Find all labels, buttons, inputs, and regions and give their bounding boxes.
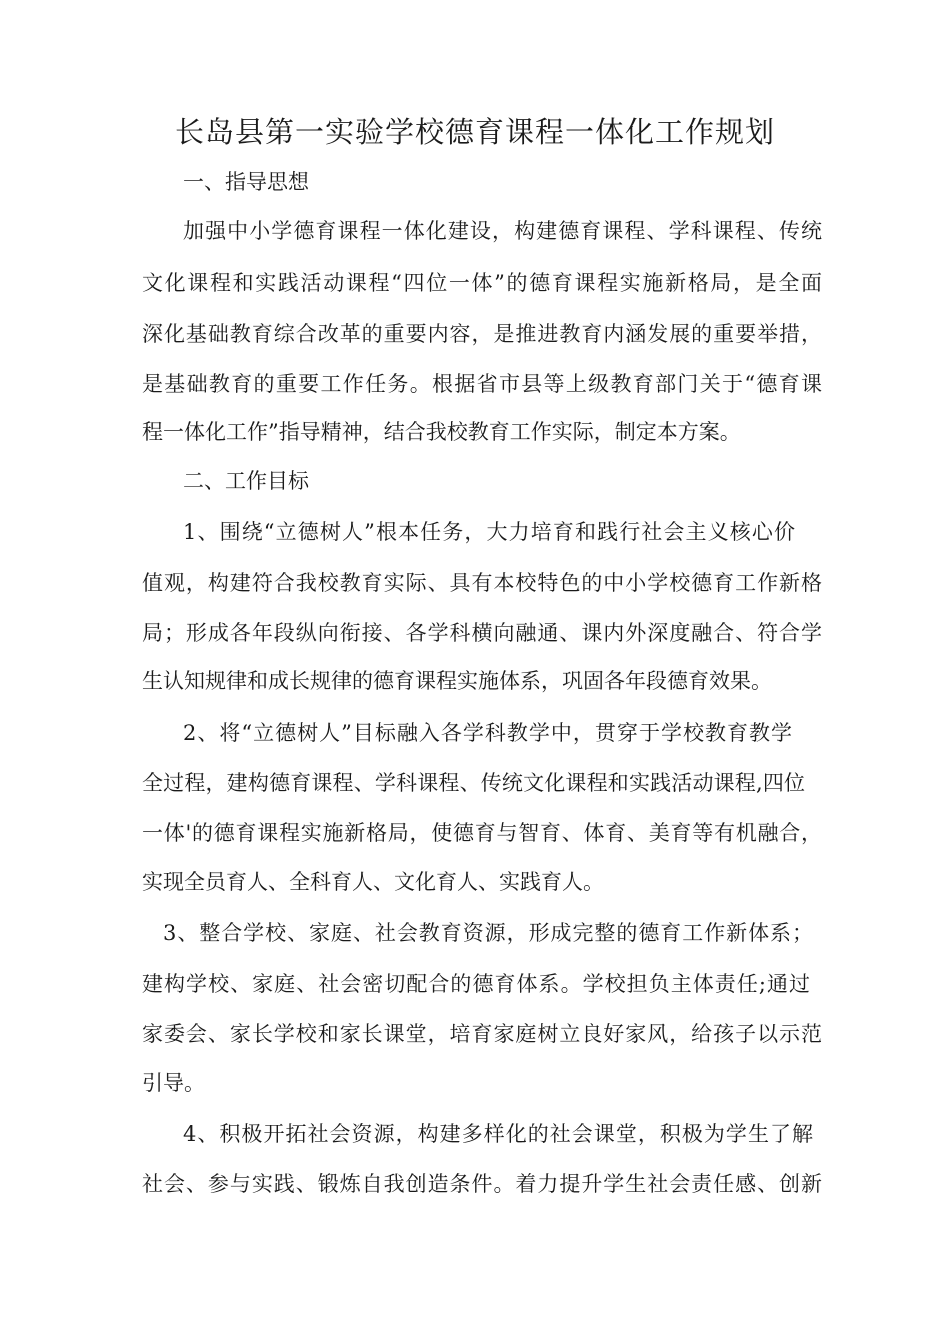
paragraph-line: 3、整合学校、家庭、社会教育资源，形成完整的德育工作新体系； (163, 921, 813, 945)
paragraph-line: 2、将“立德树人”目标融入各学科教学中，贯穿于学校教育教学 (183, 721, 792, 745)
paragraph-line: 一体'的德育课程实施新格局，使德育与智育、体育、美育等有机融合， (142, 821, 822, 845)
paragraph-line: 深化基础教育综合改革的重要内容，是推进教育内涵发展的重要举措， (142, 322, 822, 346)
paragraph-line: 社会、参与实践、锻炼自我创造条件。着力提升学生社会责任感、创新 (142, 1172, 822, 1196)
paragraph-line: 1、围绕“立德树人”根本任务，大力培育和践行社会主义核心价 (183, 520, 795, 544)
section-heading-work-goals: 二、工作目标 (183, 469, 309, 493)
paragraph-line: 建构学校、家庭、社会密切配合的德育体系。学校担负主体责任;通过 (142, 972, 810, 996)
document-title: 长岛县第一实验学校德育课程一体化工作规划 (174, 115, 775, 149)
paragraph-line: 全过程，建构德育课程、学科课程、传统文化课程和实践活动课程,四位 (142, 771, 805, 795)
paragraph-line: 实现全员育人、全科育人、文化育人、实践育人。 (142, 870, 604, 894)
paragraph-line: 生认知规律和成长规律的德育课程实施体系，巩固各年段德育效果。 (142, 669, 772, 693)
paragraph-line: 局；形成各年段纵向衔接、各学科横向融通、课内外深度融合、符合学 (142, 621, 822, 645)
paragraph-line: 值观，构建符合我校教育实际、具有本校特色的中小学校德育工作新格 (142, 571, 822, 595)
section-heading-guiding-ideology: 一、指导思想 (183, 170, 309, 194)
paragraph-line: 引导。 (142, 1071, 205, 1095)
paragraph-line: 文化课程和实践活动课程“四位一体”的德育课程实施新格局，是全面 (142, 271, 822, 295)
paragraph-line: 是基础教育的重要工作任务。根据省市县等上级教育部门关于“德育课 (142, 372, 822, 396)
paragraph-line: 家委会、家长学校和家长课堂，培育家庭树立良好家风，给孩子以示范 (142, 1022, 822, 1046)
paragraph-line: 4、积极开拓社会资源，构建多样化的社会课堂，积极为学生了解 (183, 1122, 813, 1146)
paragraph-line: 程一体化工作”指导精神，结合我校教育工作实际，制定本方案。 (142, 420, 741, 444)
paragraph-line: 加强中小学德育课程一体化建设，构建德育课程、学科课程、传统 (183, 219, 822, 243)
